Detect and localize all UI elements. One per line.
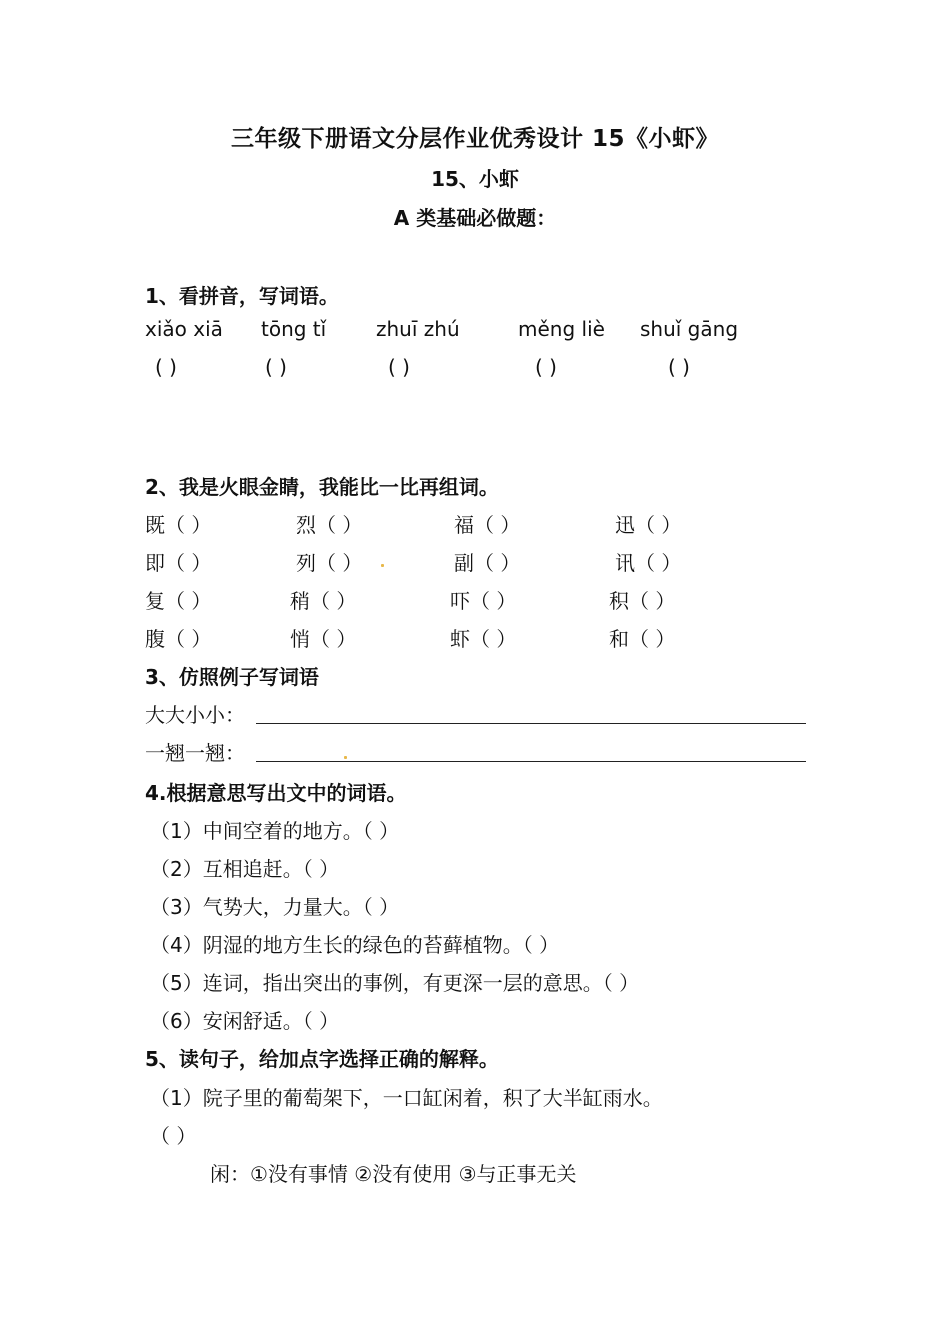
q2-item[interactable]: 积（ ） [609, 589, 676, 613]
q3-example-label: 大大小小： [145, 703, 245, 727]
q1-blank[interactable]: ( ) [388, 355, 410, 379]
q4-item[interactable]: （3）气势大，力量大。（ ） [150, 895, 400, 919]
q4-item[interactable]: （4）阴湿的地方生长的绿色的苔藓植物。（ ） [150, 933, 560, 957]
q1-blank[interactable]: ( ) [265, 355, 287, 379]
q2-item[interactable]: 副（ ） [454, 551, 521, 575]
scan-speck [344, 756, 347, 759]
q3-heading: 3、仿照例子写词语 [145, 665, 319, 689]
q2-item[interactable]: 讯（ ） [615, 551, 682, 575]
q5-answer-blank[interactable]: （ ） [150, 1124, 197, 1148]
q2-item[interactable]: 即（ ） [145, 551, 212, 575]
page-title: 三年级下册语文分层作业优秀设计 15《小虾》 [230, 126, 719, 152]
q3-answer-line[interactable] [256, 723, 806, 724]
q2-item[interactable]: 虾（ ） [450, 627, 517, 651]
q1-blank[interactable]: ( ) [535, 355, 557, 379]
scan-speck [381, 564, 384, 567]
q2-item[interactable]: 和（ ） [609, 627, 676, 651]
q1-pinyin: měng liè [518, 317, 605, 341]
q3-answer-line[interactable] [256, 761, 806, 762]
q5-heading: 5、读句子，给加点字选择正确的解释。 [145, 1047, 499, 1071]
q1-blank[interactable]: ( ) [668, 355, 690, 379]
q4-item[interactable]: （5）连词，指出突出的事例，有更深一层的意思。（ ） [150, 971, 640, 995]
q4-heading: 4.根据意思写出文中的词语。 [145, 781, 407, 805]
q5-sentence: （1）院子里的葡萄架下，一口缸闲着，积了大半缸雨水。 [150, 1086, 663, 1110]
q2-item[interactable]: 腹（ ） [145, 627, 212, 651]
q4-item[interactable]: （1）中间空着的地方。（ ） [150, 819, 400, 843]
q2-heading: 2、我是火眼金睛，我能比一比再组词。 [145, 475, 499, 499]
q1-pinyin: tōng tǐ [261, 317, 327, 341]
q1-pinyin: xiǎo xiā [145, 317, 223, 341]
q5-options: 闲：①没有事情 ②没有使用 ③与正事无关 [210, 1162, 577, 1186]
lesson-title: 15、小虾 [431, 167, 519, 191]
q2-item[interactable]: 吓（ ） [450, 589, 517, 613]
q1-pinyin: shuǐ gāng [640, 317, 739, 341]
q2-item[interactable]: 烈（ ） [296, 513, 363, 537]
q2-item[interactable]: 迅（ ） [615, 513, 682, 537]
q2-item[interactable]: 悄（ ） [290, 627, 357, 651]
q1-heading: 1、看拼音，写词语。 [145, 284, 339, 308]
q2-item[interactable]: 复（ ） [145, 589, 212, 613]
q2-item[interactable]: 福（ ） [454, 513, 521, 537]
q1-blank[interactable]: ( ) [155, 355, 177, 379]
section-category: A 类基础必做题： [393, 206, 557, 230]
q2-item[interactable]: 稍（ ） [290, 589, 357, 613]
q4-item[interactable]: （6）安闲舒适。（ ） [150, 1009, 340, 1033]
q2-item[interactable]: 列（ ） [296, 551, 363, 575]
q2-item[interactable]: 既（ ） [145, 513, 212, 537]
q3-example-label: 一翘一翘： [145, 741, 245, 765]
q1-pinyin: zhuī zhú [376, 317, 460, 341]
q4-item[interactable]: （2）互相追赶。（ ） [150, 857, 340, 881]
